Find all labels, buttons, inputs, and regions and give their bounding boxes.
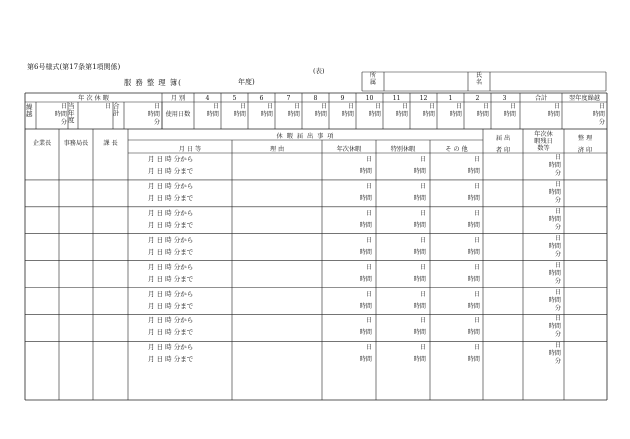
row-from-label: 月 日 時 分から: [148, 155, 194, 163]
row-annual-hour: 時間: [359, 356, 372, 364]
row-remaining-minute: 分: [554, 196, 561, 204]
row-special-hour: 時間: [413, 329, 426, 337]
row-other-hour: 時間: [467, 194, 480, 202]
row-special-day: 日: [419, 236, 426, 244]
row-remaining-hour: 時間: [548, 162, 561, 169]
month-used-day: 日: [374, 103, 381, 110]
total-hour: 時間: [547, 111, 560, 118]
row-remaining-day: 日: [554, 234, 561, 242]
row-special-hour: 時間: [413, 168, 426, 175]
row-special-day: 日: [419, 344, 426, 352]
row-from-label: 月 日 時 分から: [148, 262, 194, 271]
row-special-hour: 時間: [413, 248, 426, 256]
leave-notice-heading: 休 暇 届 出 事 項: [276, 133, 335, 140]
carry-hour: 時間: [592, 111, 605, 118]
row-to-label: 月 日 時 分まで: [148, 220, 194, 229]
date-column-header: 月 日 等: [178, 146, 202, 153]
remaining-days-header: 年次休 暇残日 数等: [534, 131, 553, 152]
row-remaining-hour: 時間: [548, 269, 561, 277]
month-used-day: 日: [347, 103, 354, 110]
row-remaining-day: 日: [554, 154, 561, 161]
carry-minute: 分: [598, 119, 605, 126]
row-annual-hour: 時間: [359, 248, 372, 256]
approver-kacho: 課 長: [103, 140, 118, 147]
month-header-1: 1: [448, 95, 453, 102]
side-label: (表): [313, 67, 325, 75]
month-header-10: 10: [365, 95, 374, 102]
carry-day: 日: [598, 103, 605, 110]
row-reason-field[interactable]: [232, 234, 322, 261]
row-special-day: 日: [419, 317, 426, 325]
row-annual-day: 日: [365, 236, 372, 244]
row-annual-day: 日: [365, 317, 372, 325]
row-reason-field[interactable]: [232, 153, 322, 180]
row-other-day: 日: [473, 236, 480, 244]
row-to-label: 月 日 時 分まで: [148, 328, 194, 337]
row-remaining-hour: 時間: [548, 188, 561, 196]
month-header-2: 2: [475, 95, 480, 102]
month-header-5: 5: [232, 95, 237, 102]
processed-stamp-header: 整 理 済 印: [577, 135, 593, 154]
row-remaining-day: 日: [554, 180, 561, 188]
row-annual-hour: 時間: [359, 275, 372, 283]
approver-kigyocho: 企業長: [32, 140, 52, 147]
gokei-label: 合 計: [113, 102, 120, 117]
special-leave-column-header: 特別休暇: [390, 146, 416, 153]
tonen-label: 当 年 度: [68, 102, 75, 124]
tonen-day: 日: [104, 103, 111, 110]
month-used-day: 日: [239, 103, 246, 110]
form-id: 第6号様式(第17条第1項関係): [27, 63, 121, 71]
row-other-hour: 時間: [467, 356, 480, 364]
month-used-hour: 時間: [341, 111, 354, 118]
row-remaining-minute: 分: [554, 358, 561, 366]
row-other-hour: 時間: [467, 248, 480, 256]
row-remaining-day: 日: [554, 207, 561, 215]
row-reason-field[interactable]: [232, 180, 322, 207]
row-special-hour: 時間: [413, 356, 426, 364]
month-header-4: 4: [205, 95, 210, 102]
row-special-day: 日: [419, 290, 426, 298]
row-remaining-hour: 時間: [548, 215, 561, 223]
month-used-hour: 時間: [422, 111, 435, 118]
row-remaining-day: 日: [554, 288, 561, 296]
row-from-label: 月 日 時 分から: [148, 343, 194, 352]
month-used-day: 日: [455, 103, 462, 110]
row-other-day: 日: [473, 317, 480, 325]
row-special-hour: 時間: [413, 221, 426, 229]
total-day: 日: [553, 103, 560, 110]
month-used-hour: 時間: [206, 111, 219, 118]
shimei-field[interactable]: [490, 72, 606, 91]
month-header-12: 12: [419, 95, 428, 102]
month-header-11: 11: [392, 95, 401, 102]
reason-column-header: 理 由: [269, 146, 285, 153]
row-other-day: 日: [473, 290, 480, 298]
gokei-day: 日: [153, 103, 160, 110]
row-to-label: 月 日 時 分まで: [148, 301, 194, 310]
row-remaining-hour: 時間: [548, 296, 561, 304]
row-from-label: 月 日 時 分から: [148, 208, 194, 217]
row-other-hour: 時間: [467, 168, 480, 175]
row-remaining-hour: 時間: [548, 350, 561, 358]
month-used-day: 日: [482, 103, 489, 110]
row-remaining-hour: 時間: [548, 242, 561, 250]
month-used-hour: 時間: [449, 111, 462, 118]
other-leave-column-header: そ の 他: [445, 146, 468, 153]
kurikoshi-day: 日: [60, 103, 67, 110]
row-annual-day: 日: [365, 263, 372, 271]
gokei-hour: 時間: [147, 111, 160, 118]
month-used-day: 日: [401, 103, 408, 110]
row-to-label: 月 日 時 分まで: [148, 274, 194, 283]
row-other-day: 日: [473, 182, 480, 190]
month-label: 月 別: [170, 95, 186, 102]
next-year-carry-label: 翌年度繰越: [569, 95, 600, 102]
row-remaining-day: 日: [554, 315, 561, 323]
row-special-day: 日: [419, 263, 426, 271]
total-label: 合計: [534, 95, 548, 102]
month-used-hour: 時間: [476, 111, 489, 118]
row-annual-hour: 時間: [359, 329, 372, 337]
row-remaining-hour: 時間: [548, 323, 561, 331]
shimei-label: 氏 名: [475, 72, 483, 86]
month-used-day: 日: [320, 103, 327, 110]
row-other-hour: 時間: [467, 275, 480, 283]
row-remaining-minute: 分: [554, 223, 561, 231]
month-used-hour: 時間: [314, 111, 327, 118]
row-other-hour: 時間: [467, 302, 480, 310]
month-header-7: 7: [286, 95, 291, 102]
row-reason-field[interactable]: [232, 288, 322, 315]
row-reason-field[interactable]: [232, 207, 322, 234]
month-header-3: 3: [502, 95, 507, 102]
month-used-hour: 時間: [503, 111, 516, 118]
month-header-9: 9: [340, 95, 345, 102]
form-title-year: 年度): [238, 78, 255, 86]
row-annual-day: 日: [365, 344, 372, 352]
row-special-hour: 時間: [413, 194, 426, 202]
row-annual-hour: 時間: [359, 194, 372, 202]
row-annual-day: 日: [365, 182, 372, 190]
row-from-label: 月 日 時 分から: [148, 181, 194, 190]
row-to-label: 月 日 時 分まで: [148, 355, 194, 364]
row-remaining-minute: 分: [554, 277, 561, 285]
row-other-day: 日: [473, 263, 480, 271]
row-other-day: 日: [473, 344, 480, 352]
annual-leave-column-header: 年次休暇: [336, 146, 362, 153]
month-used-day: 日: [428, 103, 435, 110]
form-title: 服 務 整 理 簿(: [124, 78, 182, 87]
row-annual-day: 日: [365, 209, 372, 217]
row-annual-hour: 時間: [359, 221, 372, 229]
kurikoshi-hour: 時間: [54, 111, 67, 118]
row-remaining-minute: 分: [554, 170, 561, 177]
month-used-hour: 時間: [233, 111, 246, 118]
row-remaining-minute: 分: [554, 304, 561, 312]
approver-jimukyokucho: 事務局長: [63, 140, 89, 147]
row-from-label: 月 日 時 分から: [148, 316, 194, 325]
row-special-day: 日: [419, 209, 426, 217]
row-to-label: 月 日 時 分まで: [148, 247, 194, 256]
month-used-day: 日: [509, 103, 516, 110]
kurikoshi-minute: 分: [60, 119, 67, 126]
kurikoshi-label: 繰 越: [26, 103, 33, 118]
row-reason-field[interactable]: [232, 314, 322, 341]
row-remaining-minute: 分: [554, 250, 561, 258]
row-annual-hour: 時間: [359, 302, 372, 310]
row-from-label: 月 日 時 分から: [148, 289, 194, 298]
month-used-day: 日: [293, 103, 300, 110]
row-other-day: 日: [473, 156, 480, 163]
row-reason-field[interactable]: [232, 261, 322, 288]
month-used-day: 日: [212, 103, 219, 110]
row-to-label: 月 日 時 分まで: [148, 193, 194, 202]
row-annual-day: 日: [365, 156, 372, 163]
shozoku-label: 所 属: [369, 72, 377, 86]
row-remaining-day: 日: [554, 342, 561, 350]
row-annual-hour: 時間: [359, 168, 372, 175]
row-annual-day: 日: [365, 290, 372, 298]
used-days-label: 使用日数: [165, 111, 191, 118]
row-remaining-day: 日: [554, 261, 561, 269]
month-header-8: 8: [313, 95, 318, 102]
month-header-6: 6: [259, 95, 264, 102]
row-other-hour: 時間: [467, 221, 480, 229]
month-used-hour: 時間: [368, 111, 381, 118]
row-other-hour: 時間: [467, 329, 480, 337]
row-other-day: 日: [473, 209, 480, 217]
row-special-hour: 時間: [413, 275, 426, 283]
row-to-label: 月 日 時 分まで: [148, 167, 194, 175]
submitter-stamp-header: 届 出 者 印: [495, 135, 511, 154]
row-from-label: 月 日 時 分から: [148, 235, 194, 244]
row-special-hour: 時間: [413, 302, 426, 310]
shozoku-field[interactable]: [384, 72, 468, 91]
annual-leave-heading: 年 次 休 暇: [78, 95, 109, 102]
month-used-hour: 時間: [395, 111, 408, 118]
month-used-hour: 時間: [260, 111, 273, 118]
month-used-day: 日: [266, 103, 273, 110]
row-special-day: 日: [419, 156, 426, 163]
month-used-hour: 時間: [287, 111, 300, 118]
gokei-minute: 分: [153, 119, 160, 126]
row-special-day: 日: [419, 182, 426, 190]
row-remaining-minute: 分: [554, 331, 561, 339]
row-reason-field[interactable]: [232, 341, 322, 368]
